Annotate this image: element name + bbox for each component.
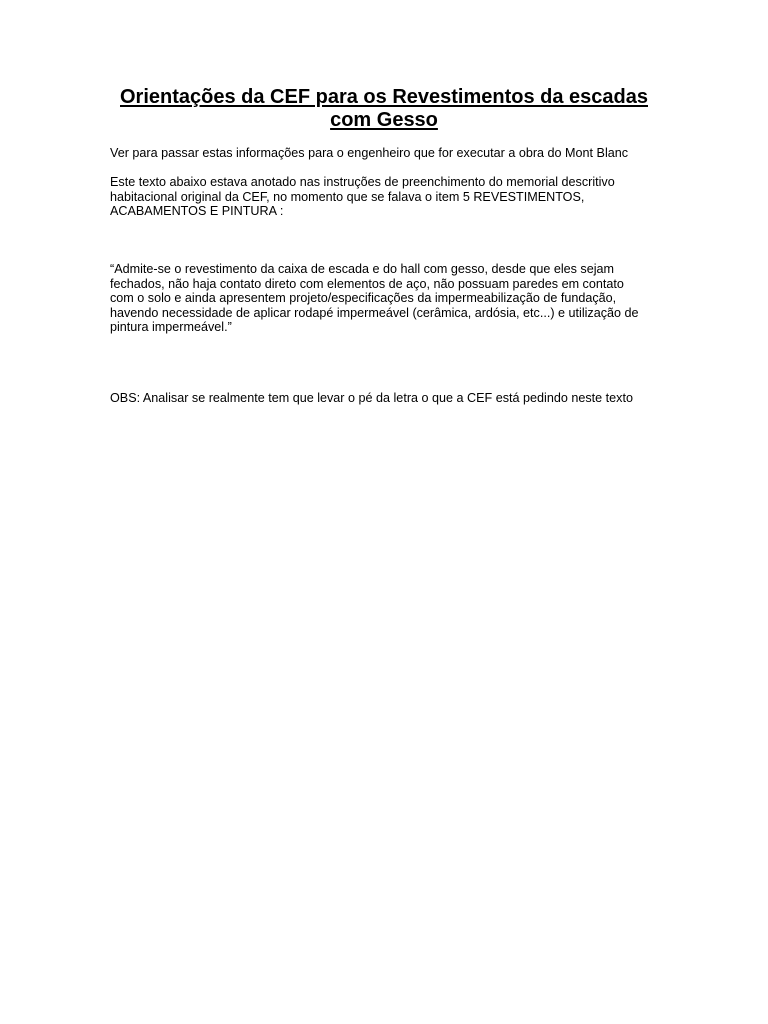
document-title: Orientações da CEF para os Revestimentos da escadas com Gesso (120, 86, 648, 131)
paragraph-observation: OBS: Analisar se realmente tem que levar o pé da letra o que a CEF está pedindo neste texto (110, 391, 633, 405)
paragraph-instruction: Ver para passar estas informações para o engenheiro que for executar a obra do Mont Blanc (110, 146, 629, 160)
paragraph-quote: “Admite-se o revestimento da caixa de escada e do hall com gesso, desde que eles sejam fechados, não haja contato direto com elementos de aço, não possuam paredes em contato com o solo e ainda apresentem projeto/especificações da impermeabilização de fundação, havendo necessidade de aplicar rodapé impermeável (cerâmica, ardósia, etc...) e utilização de pintura impermeável.” (110, 262, 639, 334)
paragraph-context: Este texto abaixo estava anotado nas instruções de preenchimento do memorial descritivo habitacional original da CEF, no momento que se falava o item 5 REVESTIMENTOS, ACABAMENTOS E PINTURA : (110, 175, 615, 218)
